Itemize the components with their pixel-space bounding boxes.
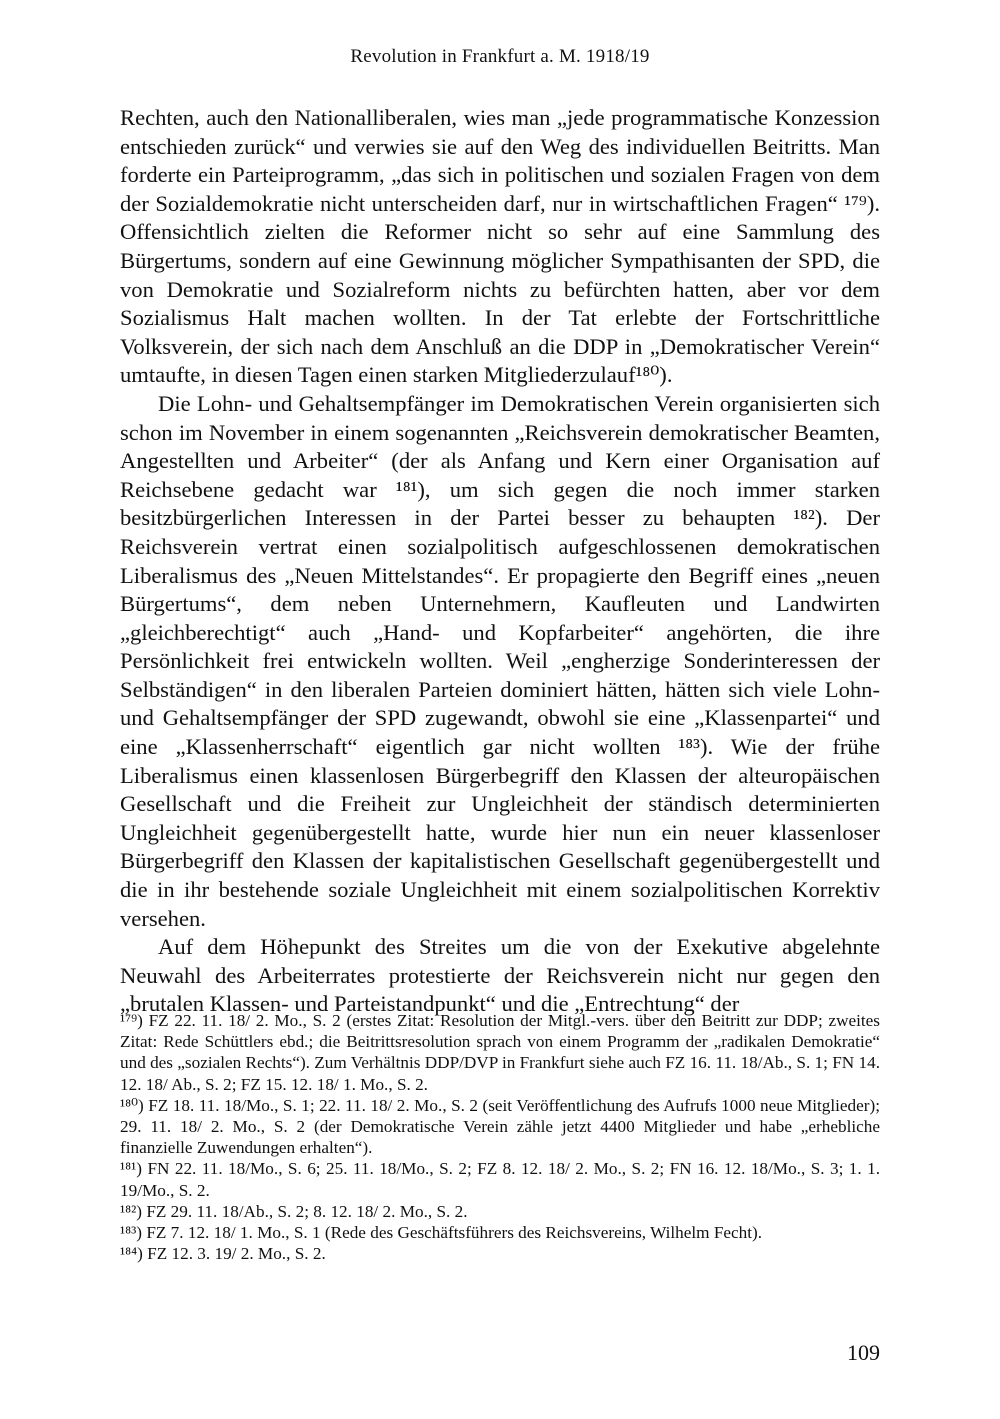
paragraph: Auf dem Höhepunkt des Streites um die von der Exekutive abgelehnte Neuwahl des Arbeiterrates protestierte der Reichsverein nicht nur gegen den „brutalen Klassen- und Parteistandpunkt“ und die „Entrechtung“ der [120,934,880,1017]
footnote: ¹⁸²) FZ 29. 11. 18/Ab., S. 2; 8. 12. 18/ 2. Mo., S. 2. [120,1201,468,1221]
running-head: Revolution in Frankfurt a. M. 1918/19 [350,46,650,67]
footnote: ¹⁷⁹) FZ 22. 11. 18/ 2. Mo., S. 2 (erstes Zitat: Resolution der Mitgl.-vers. über den Beitritt zur DDP; zweites Zitat: Rede Schüttlers ebd.; die Beitrittsresolution sprach von einem Programm der „radikalen Demokratie“ und des „sozialen Rechts“). Zum Verhältnis DDP/DVP in Frankfurt siehe auch FZ 16. 11. 18/Ab., S. 1; FN 14. 12. 18/ Ab., S. 2; FZ 15. 12. 18/ 1. Mo., S. 2. [120,1011,880,1094]
footnote: ¹⁸¹) FN 22. 11. 18/Mo., S. 6; 25. 11. 18/Mo., S. 2; FZ 8. 12. 18/ 2. Mo., S. 2; FN 16. 12. 18/Mo., S. 3; 1. 1. 19/Mo., S. 2. [120,1159,880,1200]
footnote: ¹⁸³) FZ 7. 12. 18/ 1. Mo., S. 1 (Rede des Geschäftsführers des Reichsvereins, Wilhelm Fecht). [120,1223,763,1243]
paragraph: Rechten, auch den Nationalliberalen, wies man „jede programmatische Konzession entschieden zurück“ und verwies sie auf den Weg des individuellen Beitritts. Man forderte ein Parteiprogramm, „das sich in politischen und sozialen Fragen von dem der Sozialdemokratie nicht unterscheiden darf, nur in wirtschaftlichen Fragen“ ¹⁷⁹). Offensichtlich zielten die Reformer nicht so sehr auf eine Sammlung des Bürgertums, sondern auf eine Gewinnung möglicher Sympathisanten der SPD, die von Demokratie und Sozialreform nichts zu befürchten hatten, aber vor dem Sozialismus Halt machen wollten. In der Tat erlebte der Fortschrittliche Volksverein, der sich nach dem Anschluß an die DDP in „Demokratischer Verein“ umtaufte, in diesen Tagen einen starken Mitgliederzulauf¹⁸⁰). [120,105,880,388]
body-text [120,104,880,1019]
paragraph: Die Lohn- und Gehaltsempfänger im Demokratischen Verein organisierten sich schon im November in einem sogenannten „Reichsverein demokratischer Beamten, Angestellten und Arbeiter“ (der als Anfang und Kern einer Organisation auf Reichsebene gedacht war ¹⁸¹), um sich gegen die noch immer starken besitzbürgerlichen Interessen in der Partei besser zu behaupten ¹⁸²). Der Reichsverein vertrat einen sozialpolitisch aufgeschlossenen demokratischen Liberalismus des „Neuen Mittelstandes“. Er propagierte den Begriff eines „neuen Bürgertums“, dem neben Unternehmern, Kaufleuten und Landwirten „gleichberechtigt“ auch „Hand- und Kopfarbeiter“ angehörten, die ihre Persönlichkeit frei entwickeln wollten. Weil „engherzige Sonderinteressen der Selbständigen“ in den liberalen Parteien dominiert hätten, hätten sich viele Lohn- und Gehaltsempfänger der SPD zugewandt, obwohl sie eine „Klassenpartei“ und eine „Klassenherrschaft“ eigentlich gar nicht wollten ¹⁸³). Wie der frühe Liberalismus einen klassenlosen Bürgerbegriff den Klassen der alteuropäischen Gesellschaft und die Freiheit zur Ungleichheit der ständisch determinierten Ungleichheit gegenübergestellt hatte, wurde hier nun ein neuer klassenloser Bürgerbegriff den Klassen der kapitalistischen Gesellschaft gegenübergestellt und die in ihr bestehende soziale Ungleichheit mit einem sozialpolitischen Korrektiv versehen. [120,390,880,931]
page-number: 109 [847,1340,880,1365]
footnotes [120,1010,880,1264]
footnote: ¹⁸⁰) FZ 18. 11. 18/Mo., S. 1; 22. 11. 18/ 2. Mo., S. 2 (seit Veröffentlichung des Aufrufs 1000 neue Mitglieder); 29. 11. 18/ 2. Mo., S. 2 (der Demokratische Verein zähle jetzt 4400 Mitglieder und habe „erhebliche finanzielle Zuwendungen erhalten“). [120,1095,880,1158]
footnote: ¹⁸⁴) FZ 12. 3. 19/ 2. Mo., S. 2. [120,1244,326,1264]
